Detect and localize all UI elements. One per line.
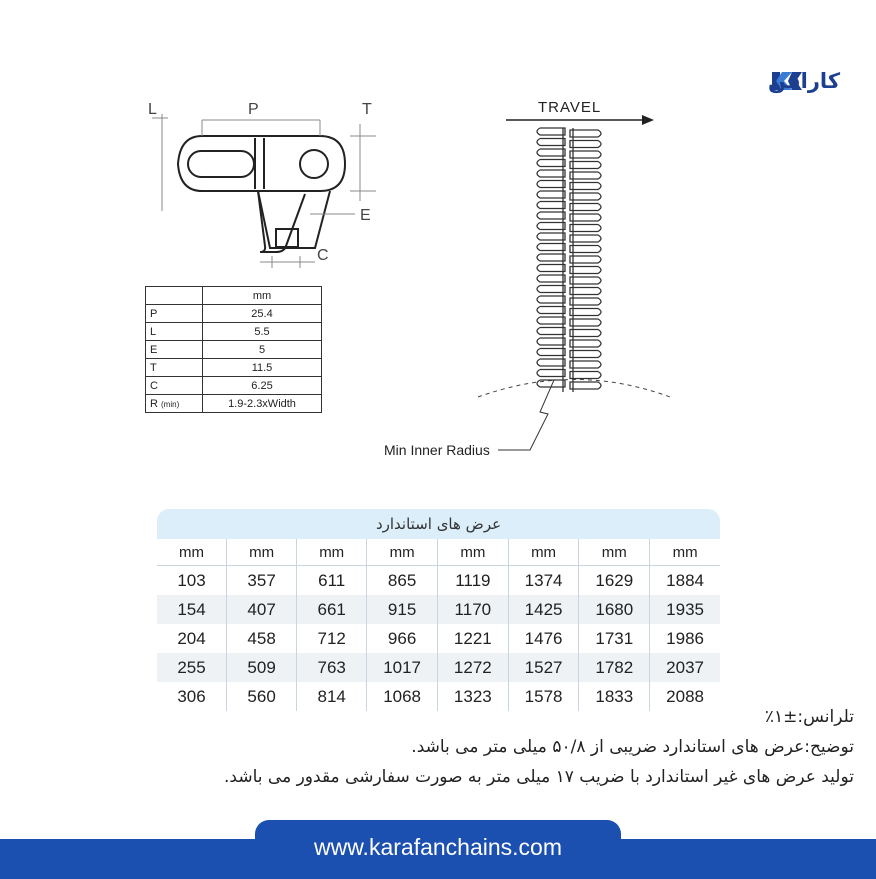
width-cell: 1833 [579,682,650,711]
width-cell: 255 [157,653,227,682]
label-e: E [360,207,371,224]
width-cell: 204 [157,624,227,653]
width-cell: 1629 [579,566,650,596]
width-cell: 865 [367,566,438,596]
chain-travel-drawing [470,92,680,476]
link-dimension-drawing [140,96,390,275]
standard-widths-title: عرض های استاندارد [157,509,720,539]
width-cell: 611 [297,566,367,596]
dimension-key: P [146,305,203,323]
width-cell: 1374 [508,566,579,596]
width-cell: 306 [157,682,227,711]
standard-widths-table [157,539,720,711]
table-row [146,341,322,359]
width-cell: 1272 [437,653,508,682]
dimension-value: 1.9-2.3xWidth [203,395,322,413]
chain-link [537,254,601,263]
unit-cell: mm [650,539,720,566]
chain-link [537,128,601,137]
description-note: توضیح:عرض های استاندارد ضریبی از ۵۰/۸ میلی متر می باشد. [411,737,854,757]
travel-label: TRAVEL [538,99,602,116]
chain-link [537,139,601,148]
table-row [146,323,322,341]
dimension-header-key [146,287,203,305]
table-row [146,395,322,413]
unit-cell: mm [437,539,508,566]
chain-link [537,275,601,284]
width-cell: 1170 [437,595,508,624]
chain-link [537,149,601,158]
table-row [157,653,720,682]
dimension-value: 6.25 [203,377,322,395]
unit-cell: mm [157,539,227,566]
width-cell: 1017 [367,653,438,682]
notes [224,702,854,792]
table-row [146,305,322,323]
unit-cell: mm [367,539,438,566]
min-inner-radius-label: Min Inner Radius [384,442,490,458]
width-cell: 407 [227,595,297,624]
chain-link [537,223,601,232]
width-cell: 1935 [650,595,720,624]
chain-link [537,265,601,274]
chain-link [537,370,601,379]
width-cell: 1578 [508,682,579,711]
chain-link [537,296,601,305]
unit-cell: mm [297,539,367,566]
chain-link [537,317,601,326]
chain-link [537,286,601,295]
width-cell: 1680 [579,595,650,624]
table-row [146,377,322,395]
dimension-table [145,286,322,413]
logo-text: کارافن [768,69,841,93]
width-cell: 966 [367,624,438,653]
chain-link [537,244,601,253]
dimension-key-radius [146,395,203,413]
label-p: P [248,101,259,118]
chain-link [537,233,601,242]
width-cell: 1323 [437,682,508,711]
dimension-header-unit: mm [203,287,322,305]
width-cell: 1986 [650,624,720,653]
dimension-value: 25.4 [203,305,322,323]
chain-link [537,160,601,169]
width-cell: 814 [297,682,367,711]
custom-width-note: تولید عرض های غیر استاندارد با ضریب ۱۷ میلی متر به صورت سفارشی مقدور می باشد. [224,767,854,787]
dimension-key: R [150,397,158,410]
width-cell: 357 [227,566,297,596]
dimension-table-header [146,287,322,305]
standard-widths-panel [157,509,720,711]
label-t: T [362,101,372,118]
website-link[interactable]: www.karafanchains.com [314,834,562,860]
brand-logo [668,66,841,94]
chain-link [537,181,601,190]
dimension-value: 5 [203,341,322,359]
chain-link [537,359,601,368]
tolerance-note: تلرانس:±۱٪ [764,707,854,727]
width-cell: 1476 [508,624,579,653]
chain-link [537,212,601,221]
width-cell: 1221 [437,624,508,653]
dimension-key: E [146,341,203,359]
chain-link [537,380,601,389]
width-cell: 1731 [579,624,650,653]
unit-cell: mm [508,539,579,566]
width-cell: 712 [297,624,367,653]
chain-link [537,328,601,337]
label-c: C [317,247,329,264]
unit-cell: mm [579,539,650,566]
chain-link [537,349,601,358]
chain-link [537,202,601,211]
width-cell: 1782 [579,653,650,682]
dimension-value: 11.5 [203,359,322,377]
logo-mark-icon [668,66,841,94]
width-cell: 509 [227,653,297,682]
chain-link [537,307,601,316]
width-cell: 1527 [508,653,579,682]
width-cell: 1884 [650,566,720,596]
dimension-key: C [146,377,203,395]
table-row [157,595,720,624]
chain-link [537,338,601,347]
width-cell: 915 [367,595,438,624]
width-cell: 1068 [367,682,438,711]
width-cell: 2088 [650,682,720,711]
width-cell: 661 [297,595,367,624]
chain-link [537,191,601,200]
width-cell: 1425 [508,595,579,624]
table-row [146,359,322,377]
label-l: L [148,101,157,118]
table-row [157,624,720,653]
width-cell: 1119 [437,566,508,596]
width-cell: 154 [157,595,227,624]
width-cell: 458 [227,624,297,653]
dimension-key: T [146,359,203,377]
travel-arrow-icon [642,115,654,125]
dimension-key: L [146,323,203,341]
width-cell: 2037 [650,653,720,682]
unit-row [157,539,720,566]
width-cell: 560 [227,682,297,711]
chain-link [537,170,601,179]
dimension-key-sub: (min) [161,399,180,409]
width-cell: 103 [157,566,227,596]
dimension-value: 5.5 [203,323,322,341]
unit-cell: mm [227,539,297,566]
table-row [157,566,720,596]
width-cell: 763 [297,653,367,682]
